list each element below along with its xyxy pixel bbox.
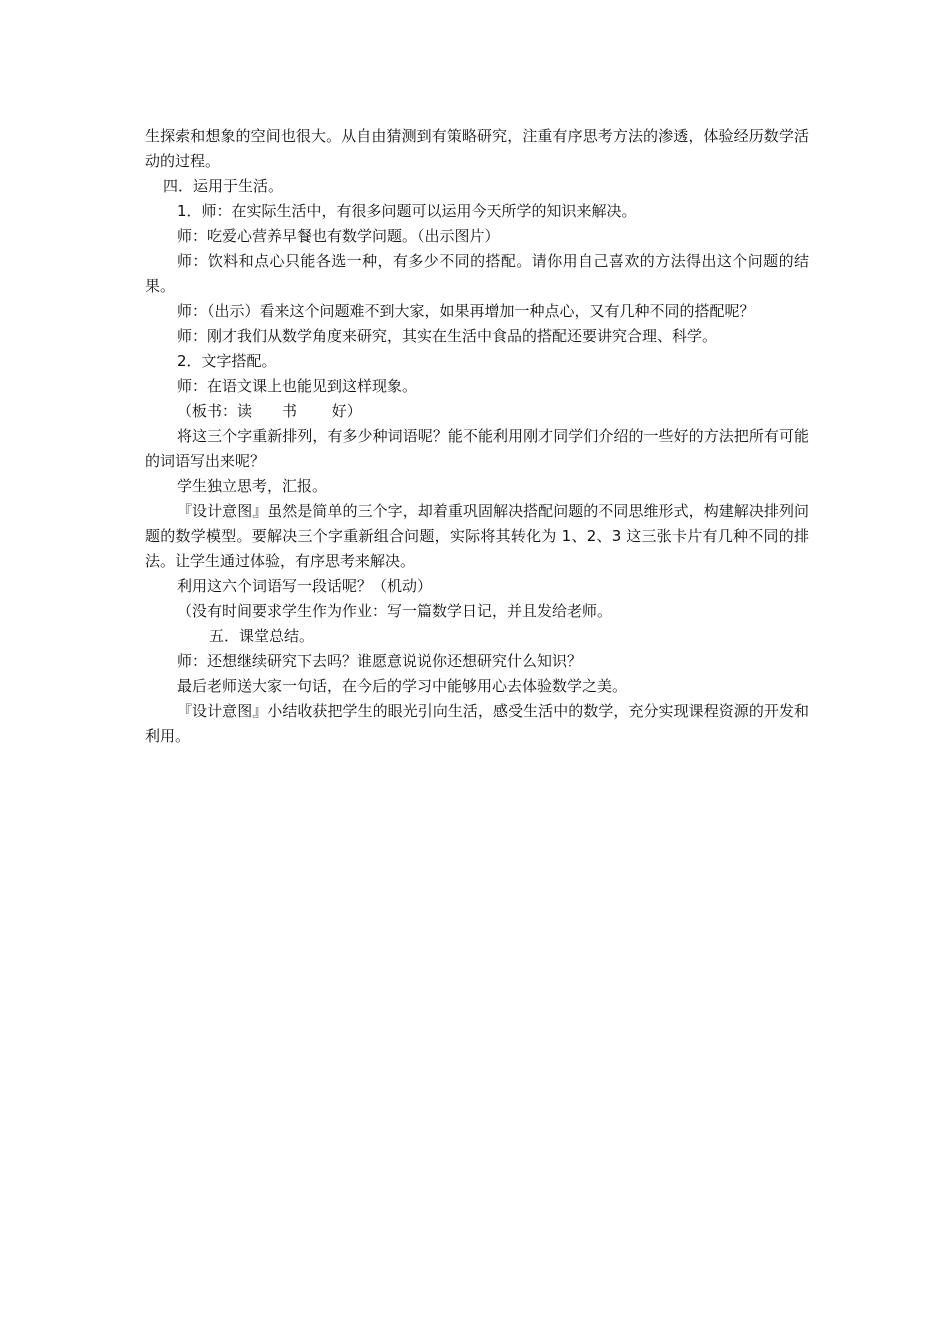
paragraph: 最后老师送大家一句话，在今后的学习中能够用心去体验数学之美。 bbox=[177, 677, 628, 695]
paragraph: 2．文字搭配。 bbox=[177, 352, 277, 370]
section-heading-5: 五．课堂总结。 bbox=[209, 627, 315, 645]
design-intent-paragraph: 『设计意图』小结收获把学生的眼光引向生活，感受生活中的数学，充分实现课程资源的开发和利用。 bbox=[145, 702, 809, 745]
paragraph: 师：饮料和点心只能各选一种，有多少不同的搭配。请你用自己喜欢的方法得出这个问题的结果。 bbox=[145, 252, 809, 295]
paragraph: 师：还想继续研究下去吗？谁愿意说说你还想研究什么知识？ bbox=[177, 652, 583, 670]
paragraph: 学生独立思考，汇报。 bbox=[177, 477, 328, 495]
paragraph: 将这三个字重新排列，有多少种词语呢？能不能利用刚才同学们介绍的一些好的方法把所有可能的词语写出来呢？ bbox=[145, 427, 809, 470]
paragraph: 师：（出示）看来这个问题难不到大家，如果再增加一种点心，又有几种不同的搭配呢？ bbox=[177, 302, 755, 320]
paragraph: 1．师：在实际生活中，有很多问题可以运用今天所学的知识来解决。 bbox=[177, 202, 637, 220]
paragraph: 师：吃爱心营养早餐也有数学问题。（出示图片） bbox=[177, 227, 500, 245]
paragraph: （没有时间要求学生作为作业：写一篇数学日记，并且发给老师。 bbox=[177, 602, 613, 620]
paragraph: 利用这六个词语写一段话呢？（机动） bbox=[177, 577, 433, 595]
section-heading-4: 四．运用于生活。 bbox=[163, 177, 284, 195]
document-body bbox=[145, 124, 809, 749]
blackboard-note: （板书：读 书 好） bbox=[177, 402, 362, 420]
paragraph: 师：在语文课上也能见到这样现象。 bbox=[177, 377, 418, 395]
design-intent-paragraph: 『设计意图』虽然是简单的三个字，却着重巩固解决搭配问题的不同思维形式，构建解决排列问题的数学模型。要解决三个字重新组合问题，实际将其转化为 1、2、3 这三张卡片有几种不同的排法。让学生通过体验，有序思考来解决。 bbox=[145, 502, 809, 570]
paragraph: 师：刚才我们从数学角度来研究，其实在生活中食品的搭配还要讲究合理、科学。 bbox=[177, 327, 718, 345]
paragraph-continuation: 生探索和想象的空间也很大。从自由猜测到有策略研究，注重有序思考方法的渗透，体验经历数学活动的过程。 bbox=[145, 127, 809, 170]
